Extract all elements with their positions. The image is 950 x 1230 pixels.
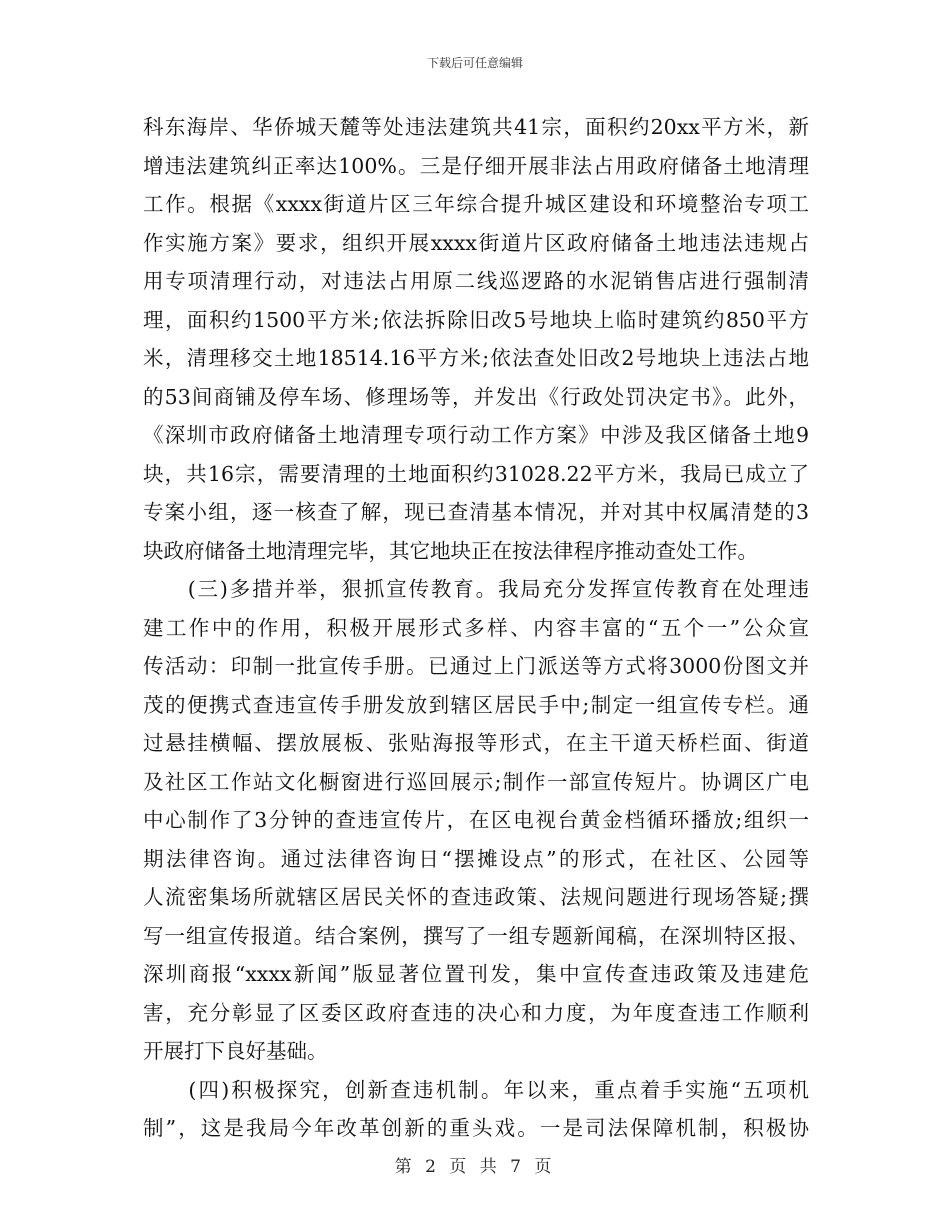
text-line: 开展打下良好基础。 [143,1039,328,1063]
text-line: 中心制作了3分钟的查违宣传片，在区电视台黄金档循环播放;组织一 [143,808,809,832]
text-line: 工作。根据《xxxx街道片区三年综合提升城区建设和环境整治专项工 [143,192,809,216]
page-header: 下载后可任意编辑 [426,56,523,70]
text-line: 块，共16宗，需要清理的土地面积约31028.22平方米，我局已成立了 [143,461,809,486]
text-line: 作实施方案》要求，组织开展xxxx街道片区政府储备土地违法违规占 [143,230,809,255]
text-line: 茂的便携式查违宣传手册发放到辖区居民手中;制定一组宣传专栏。通 [143,692,809,717]
text-line: 深圳商报“xxxx新闻”版显著位置刊发，集中宣传查违政策及违建危 [143,962,809,986]
text-line: 《深圳市政府储备土地清理专项行动工作方案》中涉及我区储备土地9 [143,423,809,447]
text-line: 用专项清理行动，对违法占用原二线巡逻路的水泥销售店进行强制清 [143,269,809,293]
text-line: 理，面积约1500平方米;依法拆除旧改5号地块上临时建筑约850平方 [143,307,809,332]
text-line: 人流密集场所就辖区居民关怀的查违政策、法规问题进行现场答疑;撰 [143,885,809,909]
text-line: (四)积极探究，创新查违机制。年以来，重点着手实施“五项机 [143,1077,809,1102]
text-line: 米，清理移交土地18514.16平方米;依法查处旧改2号地块上违法占地 [143,346,809,370]
text-line: 写一组宣传报道。结合案例，撰写了一组专题新闻稿，在深圳特区报、 [143,923,809,948]
document-body [143,108,809,1148]
text-line: 科东海岸、华侨城天麓等处违法建筑共41宗，面积约20xx平方米，新 [143,115,809,139]
text-line: 期法律咨询。通过法律咨询日“摆摊设点”的形式，在社区、公园等 [143,846,809,871]
text-line: 的53间商铺及停车场、修理场等，并发出《行政处罚决定书》。此外， [143,384,809,409]
text-line: 增违法建筑纠正率达100%。三是仔细开展非法占用政府储备土地清理 [143,153,809,178]
text-line: 害，充分彰显了区委区政府查违的决心和力度，为年度查违工作顺利 [143,1000,809,1025]
text-line: 传活动：印制一批宣传手册。已通过上门派送等方式将3000份图文并 [143,654,809,678]
text-line: 制”，这是我局今年改革创新的重头戏。一是司法保障机制，积极协 [143,1116,809,1140]
page-number-footer: 第 2 页 共 7 页 [394,1157,556,1177]
text-line: 建工作中的作用，积极开展形式多样、内容丰富的“五个一”公众宣 [143,615,809,640]
text-line: 专案小组，逐一核查了解，现已查清基本情况，并对其中权属清楚的3 [143,500,809,524]
text-line: 及社区工作站文化橱窗进行巡回展示;制作一部宣传短片。协调区广电 [143,769,809,794]
text-line: 块政府储备土地清理完毕，其它地块正在按法律程序推动查处工作。 [143,538,758,563]
text-line: 过悬挂横幅、摆放展板、张贴海报等形式，在主干道天桥栏面、街道 [143,731,809,755]
text-line: (三)多措并举，狠抓宣传教育。我局充分发挥宣传教育在处理违 [143,577,809,601]
